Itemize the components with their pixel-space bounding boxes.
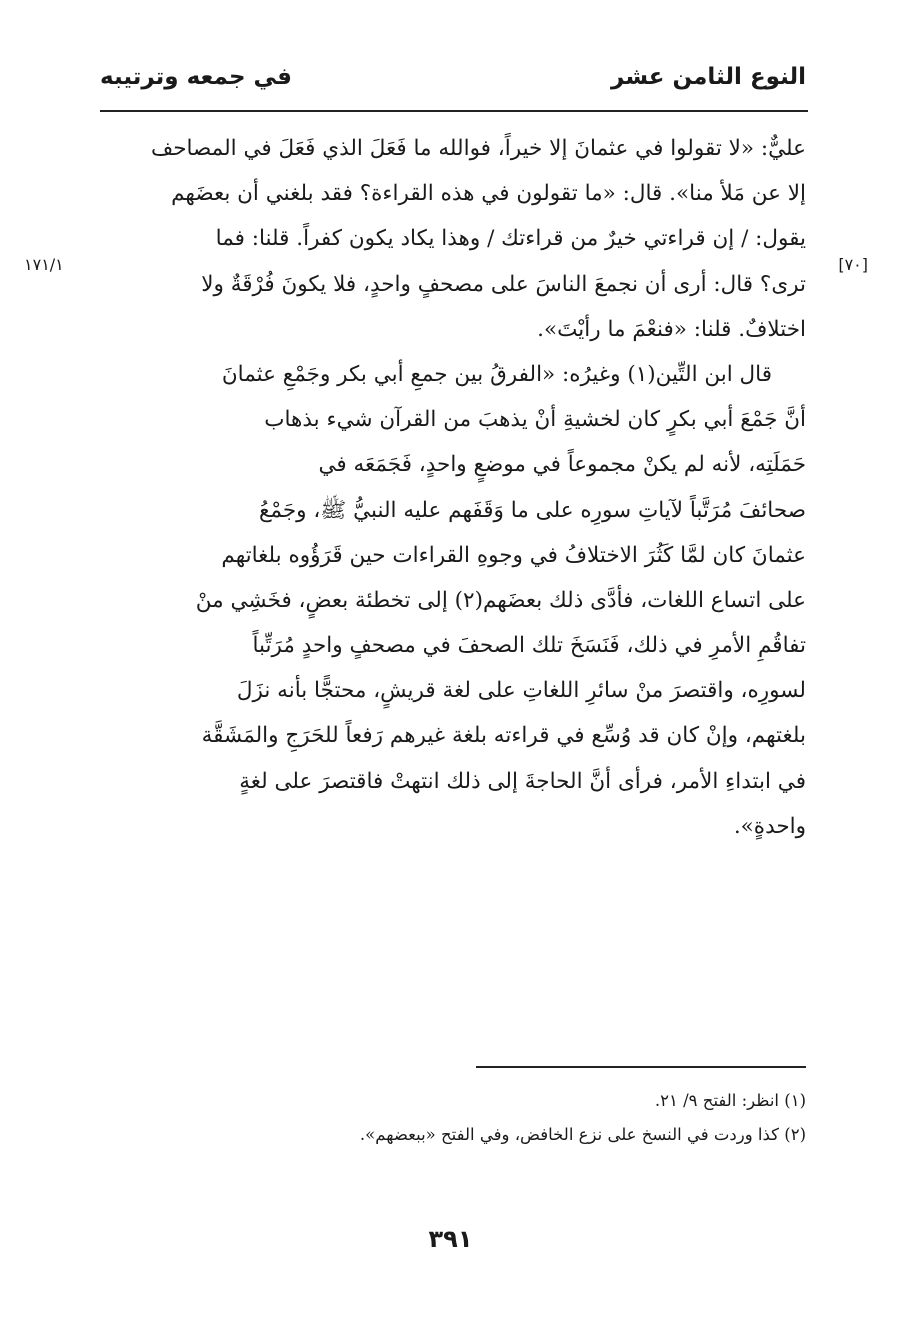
- text-line: عليٌّ: «لا تقولوا في عثمانَ إلا خيراً، فوالله ما فَعَلَ الذي فَعَلَ في المصاحف: [150, 136, 806, 161]
- margin-bracket-ref: [٧٠]: [838, 255, 868, 274]
- text-line: على اتساع اللغات، فأدَّى ذلك بعضَهم(٢) إلى تخطئة بعضٍ، فخَشِي منْ: [195, 587, 806, 613]
- section-title: في جمعه وترتيبه: [100, 64, 292, 90]
- margin-volume-page-ref: ١٧١/١: [24, 255, 64, 274]
- running-header: [100, 64, 806, 104]
- text-line: عثمانَ كان لمَّا كَثُرَ الاختلافُ في وجوهِ القراءات حين قَرَؤُوه بلغاتهم: [221, 542, 806, 568]
- text-line: تفاقُمِ الأمرِ في ذلك، فَنَسَخَ تلك الصحفَ في مصحفٍ واحدٍ مُرَتِّباً: [252, 633, 806, 659]
- text-line: ترى؟ قال: أرى أن نجمعَ الناسَ على مصحفٍ واحدٍ، فلا يكونَ فُرْقَةٌ ولا: [201, 271, 806, 297]
- footnote-2: (٢) كذا وردت في النسخ على نزع الخافض، وفي الفتح «ببعضهم».: [359, 1125, 806, 1144]
- text-line: إلا عن مَلأ منا». قال: «ما تقولون في هذه القراءة؟ فقد بلغني أن بعضَهم: [171, 181, 806, 207]
- footnote-rule: [476, 1066, 806, 1068]
- footnotes: [100, 1084, 806, 1152]
- text-line: واحدةٍ».: [733, 813, 806, 839]
- page-number: ٣٩١: [428, 1225, 473, 1253]
- text-line: صحائفَ مُرَتَّباً لآياتِ سورِه على ما وَقَفَهم عليه النبيُّ ﷺ، وجَمْعُ: [258, 497, 806, 523]
- text-line-paragraph-start: قال ابن التِّين(١) وغيرُه: «الفرقُ بين جمعِ أبي بكر وجَمْعِ عثمانَ: [221, 361, 772, 387]
- text-line: لسورِه، واقتصرَ منْ سائرِ اللغاتِ على لغة قريشٍ، محتجًّا بأنه نزَلَ: [236, 678, 806, 704]
- main-text: [100, 126, 806, 849]
- chapter-title: النوع الثامن عشر: [611, 64, 806, 90]
- text-line: يقول: / إن قراءتي خيرٌ من قراءتك / وهذا يكاد يكون كفراً. قلنا: فما: [215, 226, 806, 252]
- text-line: بلغتهم، وإنْ كان قد وُسِّع في قراءته بلغة غيرهم رَفعاً للحَرَجِ والمَشَقَّة: [201, 723, 806, 749]
- text-line: حَمَلَتِه، لأنه لم يكنْ مجموعاً في موضعٍ واحدٍ، فَجَمَعَه في: [318, 452, 806, 478]
- text-line: اختلافٌ. قلنا: «فنعْمَ ما رأيْتَ».: [537, 316, 806, 342]
- text-line: أنَّ جَمْعَ أبي بكرٍ كان لخشيةِ أنْ يذهبَ من القرآن شيء بذهاب: [264, 407, 806, 433]
- text-line: في ابتداءِ الأمر، فرأى أنَّ الحاجةَ إلى ذلك انتهتْ فاقتصرَ على لغةٍ: [239, 768, 806, 794]
- footnote-1: (١) انظر: الفتح ٩/ ٢١.: [654, 1091, 806, 1110]
- header-rule: [100, 110, 808, 112]
